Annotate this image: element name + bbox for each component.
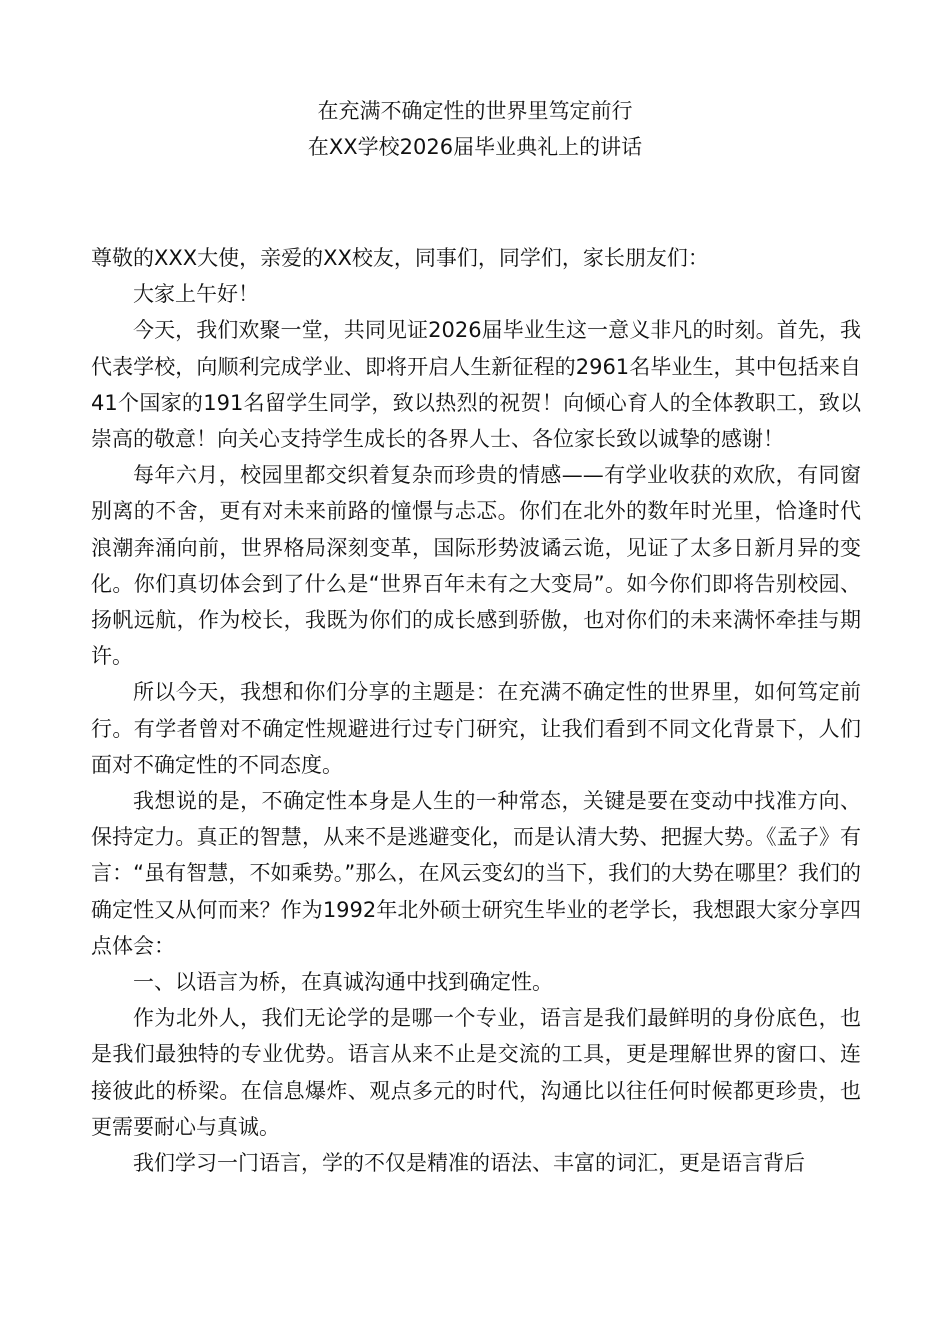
document-body: [91, 240, 861, 1181]
paragraph: 我想说的是，不确定性本身是人生的一种常态，关键是要在变动中找准方向、保持定力。真正的智慧，从来不是逃避变化，而是认清大势、把握大势。《孟子》有言：“虽有智慧，不如乘势。”那么，在风云变幻的当下，我们的大势在哪里？我们的确定性又从何而来？作为1992年北外硕士研究生毕业的老学长，我想跟大家分享四点体会：: [91, 789, 861, 958]
salutation: 尊敬的XXX大使，亲爱的XX校友，同事们，同学们，家长朋友们：: [91, 246, 709, 270]
document-title: 在充满不确定性的世界里笃定前行: [317, 99, 633, 123]
greeting: 大家上午好！: [133, 282, 259, 307]
section-heading: 一、以语言为桥，在真诚沟通中找到确定性。: [133, 970, 553, 995]
paragraph: 每年六月，校园里都交织着复杂而珍贵的情感——有学业收获的欢欣，有同窗别离的不舍，更有对未来前路的憧憬与忐忑。你们在北外的数年时光里，恰逢时代浪潮奔涌向前，世界格局深刻变革，国际形势波谲云诡，见证了太多日新月异的变化。你们真切体会到了什么是“世界百年未有之大变局”。如今你们即将告别校园、扬帆远航，作为校长，我既为你们的成长感到骄傲，也对你们的未来满怀牵挂与期许。: [91, 463, 861, 669]
paragraph: 作为北外人，我们无论学的是哪一个专业，语言是我们最鲜明的身份底色，也是我们最独特的专业优势。语言从来不止是交流的工具，更是理解世界的窗口、连接彼此的桥梁。在信息爆炸、观点多元的时代，沟通比以往任何时候都更珍贵，也更需要耐心与真诚。: [91, 1006, 861, 1139]
paragraph: 今天，我们欢聚一堂，共同见证2026届毕业生这一意义非凡的时刻。首先，我代表学校，向顺利完成学业、即将开启人生新征程的2961名毕业生，其中包括来自41个国家的191名留学生同学，致以热烈的祝贺！向倾心育人的全体教职工，致以崇高的敬意！向关心支持学生成长的各界人士、各位家长致以诚挚的感谢！: [91, 318, 861, 452]
title-block: [0, 93, 950, 165]
document-subtitle: 在XX学校2026届毕业典礼上的讲话: [307, 135, 643, 159]
paragraph: 所以今天，我想和你们分享的主题是：在充满不确定性的世界里，如何笃定前行。有学者曾对不确定性规避进行过专门研究，让我们看到不同文化背景下，人们面对不确定性的不同态度。: [91, 680, 861, 777]
paragraph: 我们学习一门语言，学的不仅是精准的语法、丰富的词汇，更是语言背后: [133, 1151, 805, 1176]
